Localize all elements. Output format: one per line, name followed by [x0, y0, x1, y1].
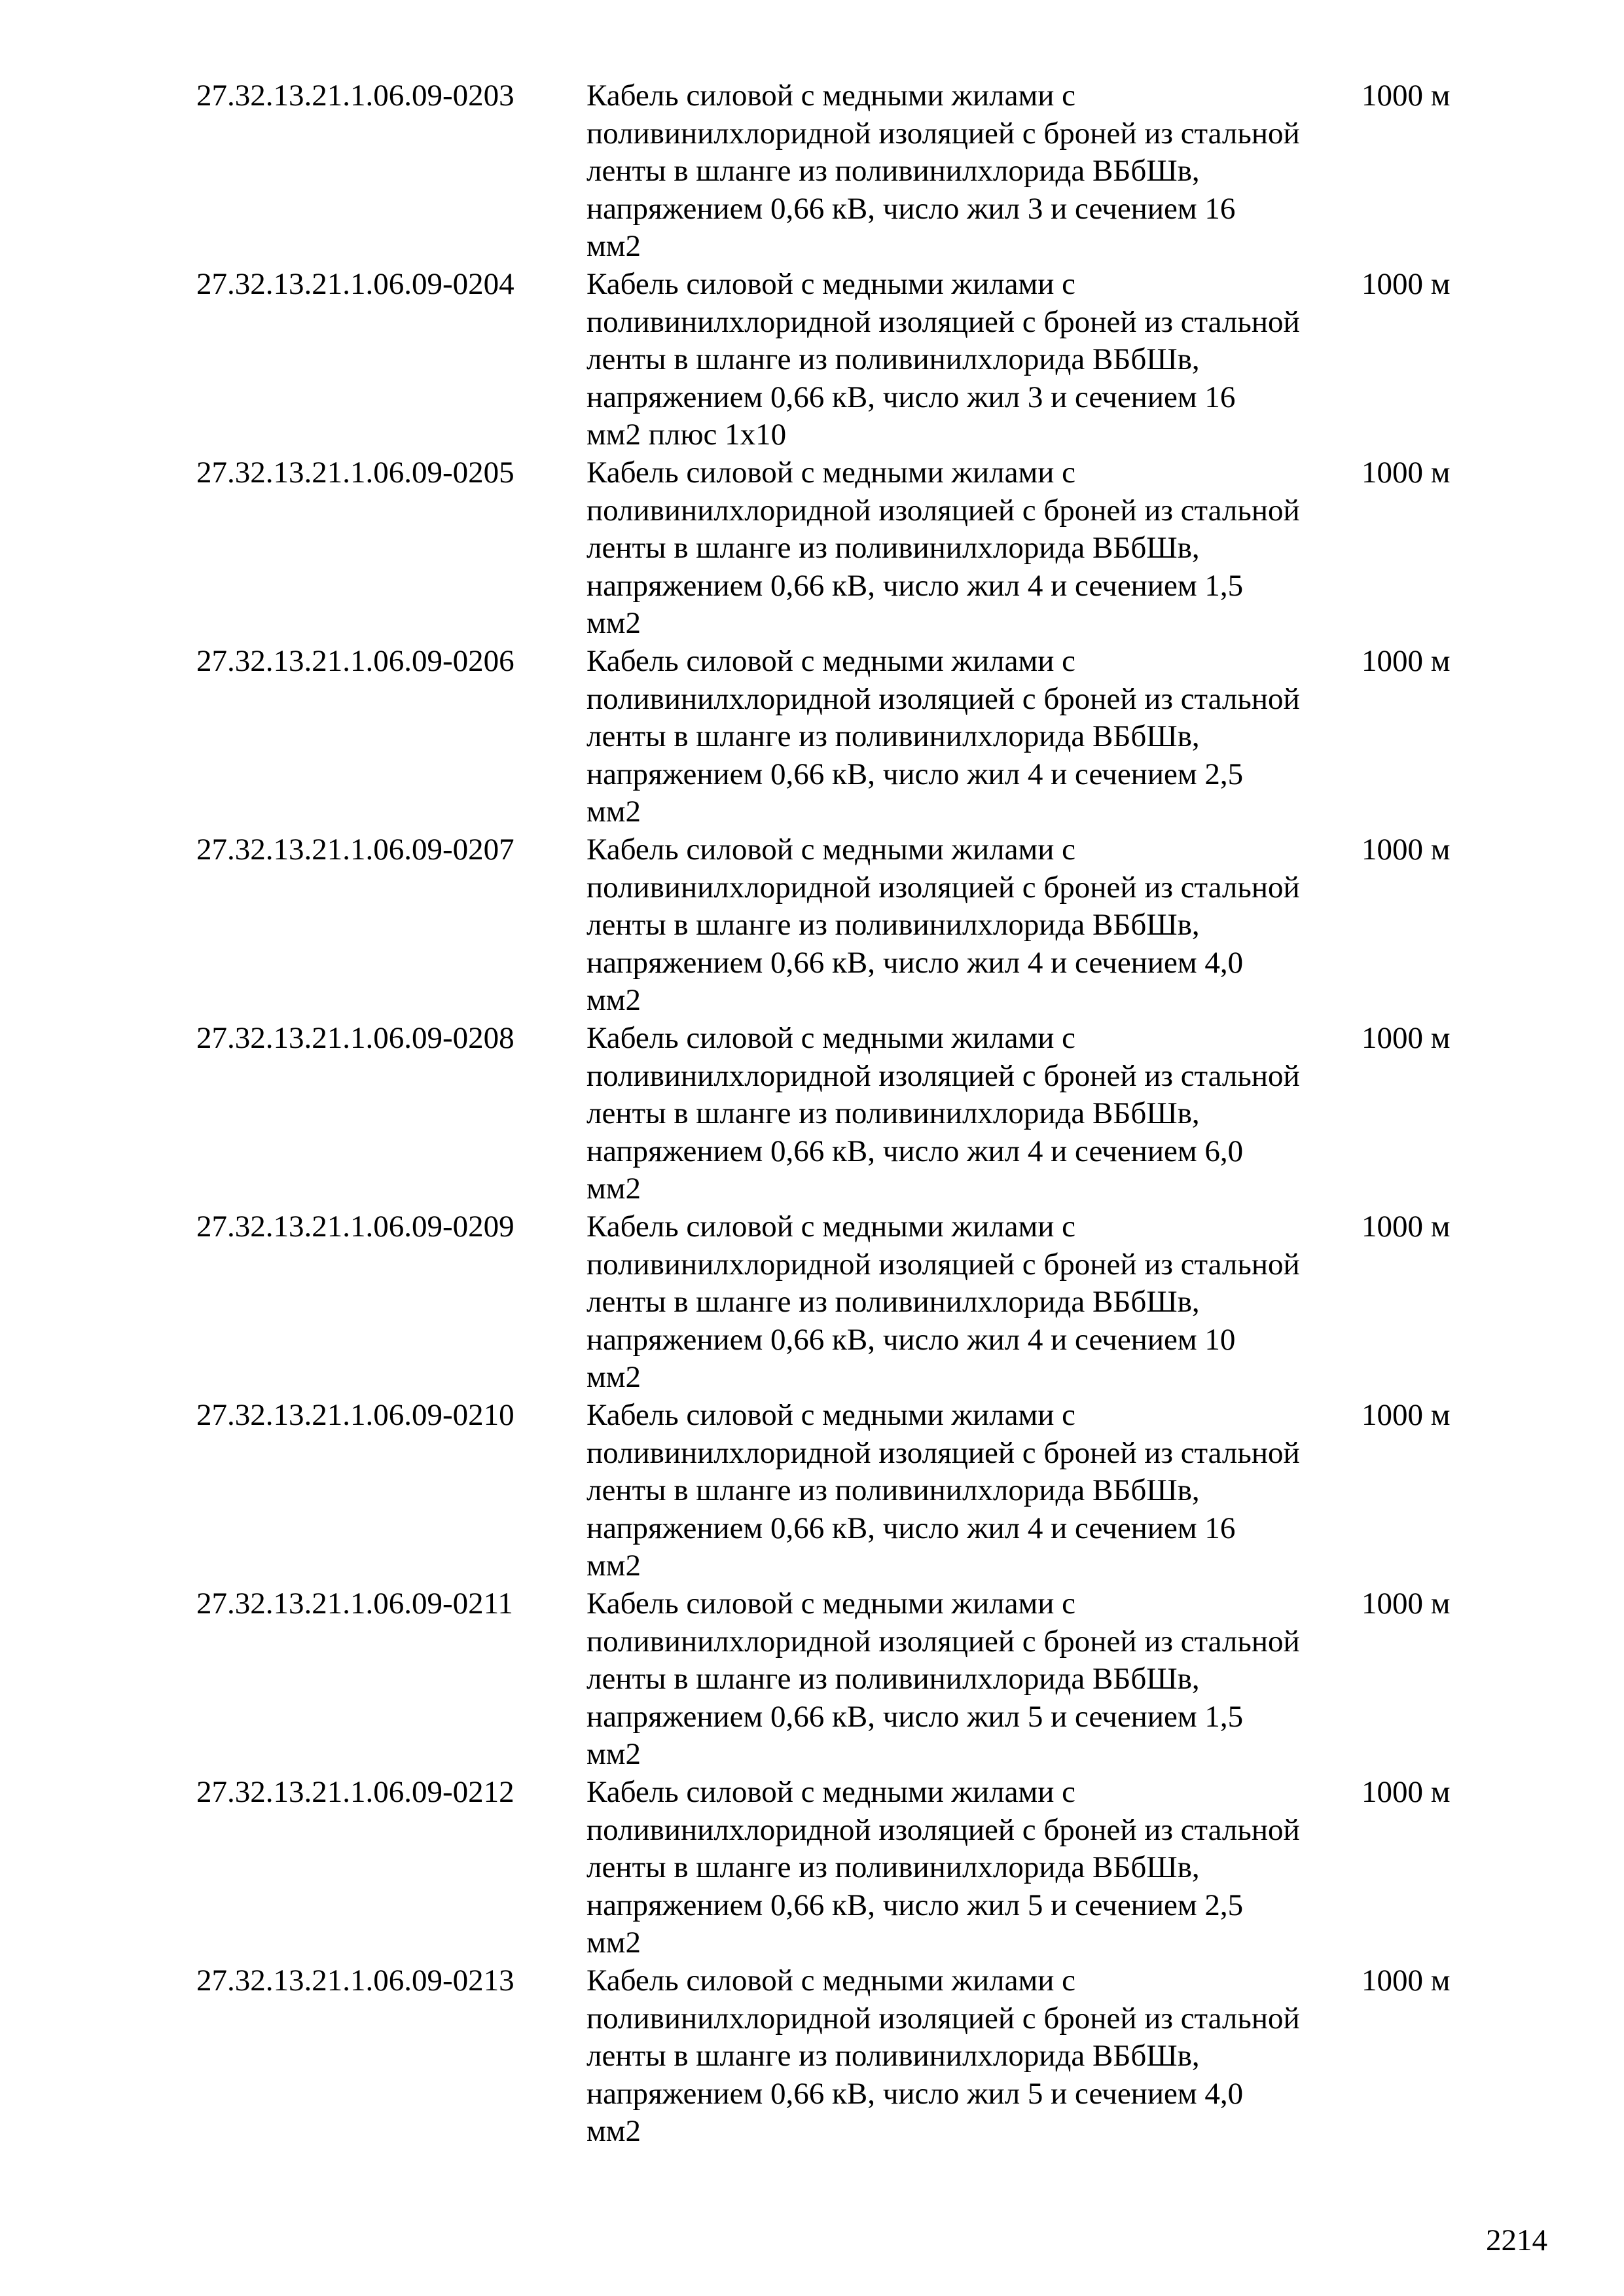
resource-code: 27.32.13.21.1.06.09-0211 — [196, 1587, 513, 1621]
table-row — [0, 454, 1624, 643]
resource-code: 27.32.13.21.1.06.09-0207 — [196, 833, 514, 867]
resource-description: Кабель силовой с медными жилами с поливинилхлоридной изоляцией с броней из стальной ленты в шланге из поливинилхлорида ВБбШв, напряжением 0,66 кВ, число жил 4 и сечением 4,0 мм2 — [586, 833, 1300, 1018]
table-row — [0, 1585, 1624, 1774]
resource-description: Кабель силовой с медными жилами с поливинилхлоридной изоляцией с броней из стальной ленты в шланге из поливинилхлорида ВБбШв, напряжением 0,66 кВ, число жил 5 и сечением 4,0 мм2 — [586, 1964, 1300, 2149]
resource-unit: 1000 м — [1362, 1210, 1451, 1244]
resource-unit: 1000 м — [1362, 833, 1451, 867]
resource-code: 27.32.13.21.1.06.09-0208 — [196, 1021, 514, 1055]
resource-code: 27.32.13.21.1.06.09-0204 — [196, 267, 514, 301]
resource-description: Кабель силовой с медными жилами с поливинилхлоридной изоляцией с броней из стальной ленты в шланге из поливинилхлорида ВБбШв, напряжением 0,66 кВ, число жил 3 и сечением 16 мм2 — [586, 79, 1300, 264]
table-row — [0, 1774, 1624, 1962]
resource-unit: 1000 м — [1362, 267, 1451, 301]
resource-description: Кабель силовой с медными жилами с поливинилхлоридной изоляцией с броней из стальной ленты в шланге из поливинилхлорида ВБбШв, напряжением 0,66 кВ, число жил 5 и сечением 1,5 мм2 — [586, 1587, 1300, 1772]
resource-code: 27.32.13.21.1.06.09-0209 — [196, 1210, 514, 1244]
resource-description: Кабель силовой с медными жилами с поливинилхлоридной изоляцией с броней из стальной ленты в шланге из поливинилхлорида ВБбШв, напряжением 0,66 кВ, число жил 4 и сечением 6,0 мм2 — [586, 1021, 1300, 1206]
resource-unit: 1000 м — [1362, 1964, 1451, 1998]
resource-code: 27.32.13.21.1.06.09-0212 — [196, 1775, 514, 1809]
resource-list — [0, 77, 1624, 2151]
resource-unit: 1000 м — [1362, 79, 1451, 113]
table-row — [0, 1208, 1624, 1397]
table-row — [0, 1962, 1624, 2151]
resource-unit: 1000 м — [1362, 1021, 1451, 1055]
resource-description: Кабель силовой с медными жилами с поливинилхлоридной изоляцией с броней из стальной ленты в шланге из поливинилхлорида ВБбШв, напряжением 0,66 кВ, число жил 4 и сечением 10 мм2 — [586, 1210, 1300, 1395]
resource-unit: 1000 м — [1362, 1587, 1451, 1621]
resource-description: Кабель силовой с медными жилами с поливинилхлоридной изоляцией с броней из стальной ленты в шланге из поливинилхлорида ВБбШв, напряжением 0,66 кВ, число жил 5 и сечением 2,5 мм2 — [586, 1775, 1300, 1960]
resource-code: 27.32.13.21.1.06.09-0210 — [196, 1398, 514, 1432]
resource-code: 27.32.13.21.1.06.09-0205 — [196, 456, 514, 490]
resource-code: 27.32.13.21.1.06.09-0206 — [196, 644, 514, 678]
page-number: 2214 — [1486, 2223, 1547, 2257]
resource-unit: 1000 м — [1362, 1775, 1451, 1809]
resource-description: Кабель силовой с медными жилами с поливинилхлоридной изоляцией с броней из стальной ленты в шланге из поливинилхлорида ВБбШв, напряжением 0,66 кВ, число жил 3 и сечением 16 мм2 плюс 1х10 — [586, 267, 1300, 452]
resource-description: Кабель силовой с медными жилами с поливинилхлоридной изоляцией с броней из стальной ленты в шланге из поливинилхлорида ВБбШв, напряжением 0,66 кВ, число жил 4 и сечением 2,5 мм2 — [586, 644, 1300, 829]
table-row — [0, 266, 1624, 454]
resource-unit: 1000 м — [1362, 1398, 1451, 1432]
table-row — [0, 831, 1624, 1020]
table-row — [0, 1397, 1624, 1585]
table-row — [0, 1020, 1624, 1208]
resource-unit: 1000 м — [1362, 644, 1451, 678]
resource-code: 27.32.13.21.1.06.09-0203 — [196, 79, 514, 113]
resource-unit: 1000 м — [1362, 456, 1451, 490]
table-row — [0, 643, 1624, 831]
resource-description: Кабель силовой с медными жилами с поливинилхлоридной изоляцией с броней из стальной ленты в шланге из поливинилхлорида ВБбШв, напряжением 0,66 кВ, число жил 4 и сечением 1,5 мм2 — [586, 456, 1300, 641]
table-row — [0, 77, 1624, 266]
resource-code: 27.32.13.21.1.06.09-0213 — [196, 1964, 514, 1998]
resource-description: Кабель силовой с медными жилами с поливинилхлоридной изоляцией с броней из стальной ленты в шланге из поливинилхлорида ВБбШв, напряжением 0,66 кВ, число жил 4 и сечением 16 мм2 — [586, 1398, 1300, 1583]
